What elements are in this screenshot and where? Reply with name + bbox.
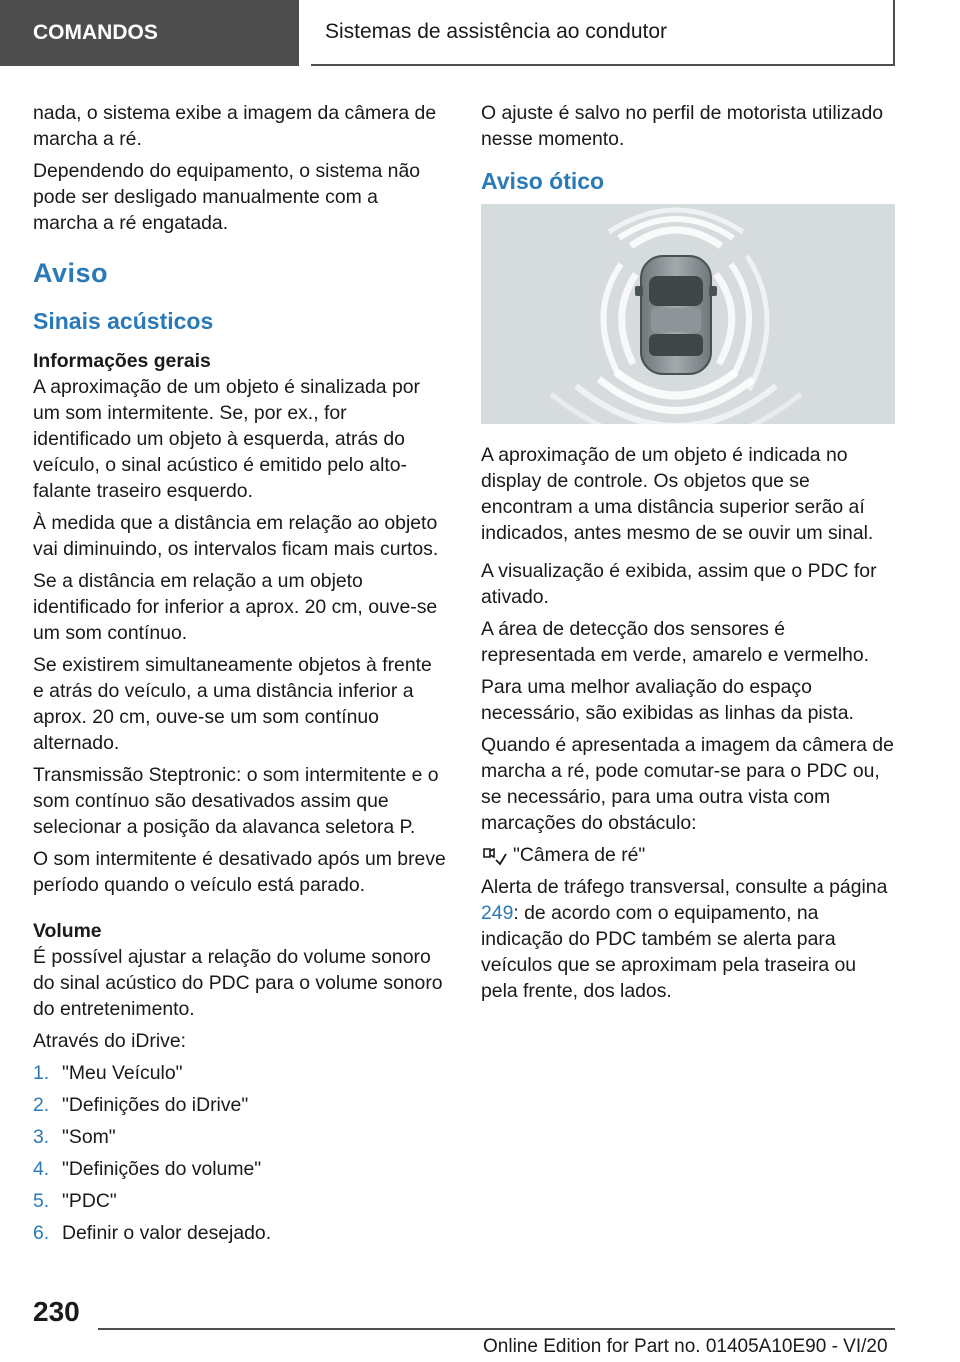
paragraph: Se existirem simultaneamente objetos à frente e atrás do veículo, a uma distância inferior a aprox. 20 cm, ouve-se um som contínuo alternado. bbox=[33, 654, 432, 754]
paragraph: A visualização é exibida, assim que o PDC for ativado. bbox=[481, 560, 877, 608]
paragraph: Quando é apresentada a imagem da câmera de marcha a ré, pode comutar-se para o PDC ou, se necessário, para uma outra vista com marcações do obstáculo: bbox=[481, 734, 894, 834]
pdc-display-figure bbox=[481, 204, 895, 424]
edition-note: Online Edition for Part no. 01405A10E90 - VI/20 bbox=[483, 1336, 888, 1357]
steps-list bbox=[33, 1060, 447, 1246]
paragraph: O ajuste é salvo no perfil de motorista utilizado nesse momento. bbox=[481, 102, 884, 150]
chapter-title: Sistemas de assistência ao condutor bbox=[311, 0, 895, 66]
list-item: 2. "Definições do iDrive" bbox=[33, 1094, 249, 1116]
car-sensor-illustration bbox=[481, 204, 895, 424]
page-header bbox=[0, 0, 960, 66]
paragraph: Dependendo do equipamento, o sistema não pode ser desligado manualmente com a marcha a ré engatada. bbox=[33, 160, 421, 234]
heading-aviso: Aviso bbox=[33, 258, 109, 288]
heading-volume: Volume bbox=[33, 920, 102, 942]
paragraph: Transmissão Steptronic: o som intermitente e o som contínuo são desativados assim que selecionar a posição da alavanca seletora P. bbox=[33, 764, 439, 838]
paragraph: Alerta de tráfego transversal, consulte a página 249: de acordo com o equipamento, na indicação do PDC também se alerta para veículos que se aproximam pela traseira ou pela frente, dos lados. bbox=[481, 876, 888, 1002]
paragraph: Através do iDrive: bbox=[33, 1030, 187, 1052]
list-item: 3. "Som" bbox=[33, 1126, 116, 1148]
paragraph: É possível ajustar a relação do volume sonoro do sinal acústico do PDC para o volume sonoro do entretenimento. bbox=[33, 946, 443, 1020]
paragraph: nada, o sistema exibe a imagem da câmera de marcha a ré. bbox=[33, 102, 437, 150]
camera-option bbox=[481, 842, 895, 868]
paragraph: O som intermitente é desativado após um breve período quando o veículo está parado. bbox=[33, 848, 446, 896]
camera-option-label: "Câmera de ré" bbox=[513, 844, 646, 866]
rear-camera-icon bbox=[481, 844, 507, 866]
paragraph: A aproximação de um objeto é indicada no display de controle. Os objetos que se encontram a uma distância superior serão aí indicados, antes mesmo de se ouvir um sinal. bbox=[481, 444, 874, 544]
page-link[interactable]: 249 bbox=[481, 902, 514, 924]
list-item: 5. "PDC" bbox=[33, 1190, 117, 1212]
section-tab: COMANDOS bbox=[0, 0, 299, 66]
page-number: 230 bbox=[33, 1296, 80, 1327]
paragraph: A aproximação de um objeto é sinalizada por um som intermitente. Se, por ex., for identificado um objeto à esquerda, atrás do veículo, o sinal acústico é emitido pelo alto-falante traseiro esquerdo. bbox=[33, 376, 420, 502]
right-column bbox=[481, 100, 895, 1010]
paragraph: Se a distância em relação a um objeto identificado for inferior a aprox. 20 cm, ouve-se um som contínuo. bbox=[33, 570, 438, 644]
list-item: 1. "Meu Veículo" bbox=[33, 1062, 183, 1084]
heading-informacoes-gerais: Informações gerais bbox=[33, 350, 211, 372]
heading-aviso-otico: Aviso ótico bbox=[481, 168, 605, 194]
heading-sinais-acusticos: Sinais acústicos bbox=[33, 308, 214, 334]
footer-divider bbox=[98, 1328, 895, 1330]
paragraph: À medida que a distância em relação ao objeto vai diminuindo, os intervalos ficam mais curtos. bbox=[33, 512, 439, 560]
list-item: 4. "Definições do volume" bbox=[33, 1158, 262, 1180]
left-column bbox=[33, 100, 447, 1252]
list-item: 6. Definir o valor desejado. bbox=[33, 1222, 272, 1244]
paragraph: A área de detecção dos sensores é representada em verde, amarelo e vermelho. bbox=[481, 618, 870, 666]
paragraph: Para uma melhor avaliação do espaço necessário, são exibidas as linhas da pista. bbox=[481, 676, 854, 724]
